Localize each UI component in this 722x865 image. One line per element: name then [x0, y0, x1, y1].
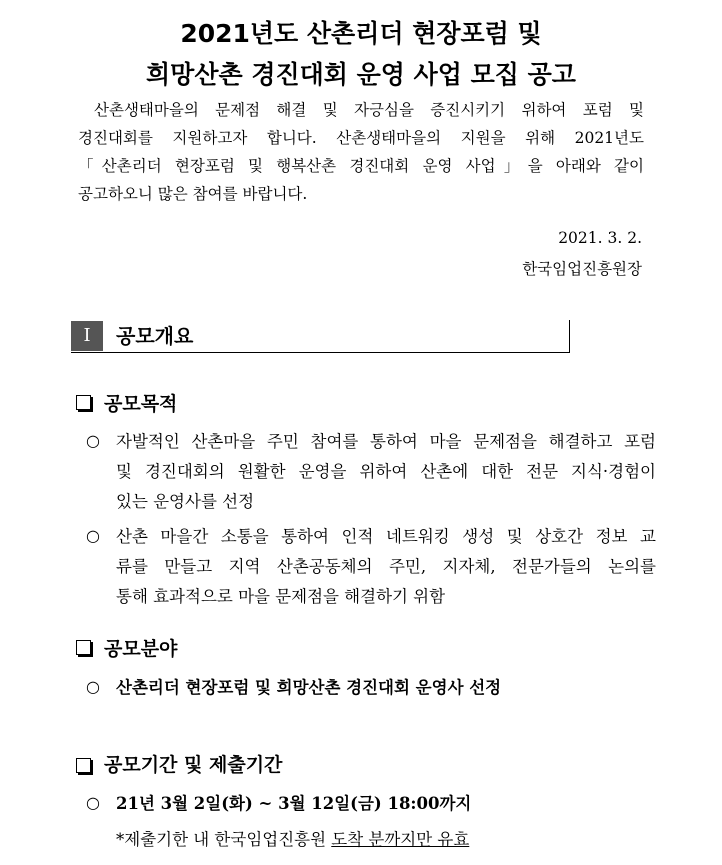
bullet-circle-icon: ○ [86, 793, 100, 812]
period-item: 21년 3월 2일(화) ~ 3월 12일(금) 18:00까지 [116, 794, 472, 813]
intro-line-2: 경진대회를 지원하고자 합니다. 산촌생태마을의 지원을 위해 2021년도 [78, 129, 644, 147]
intro-line-1: 산촌생태마을의 문제점 해결 및 자긍심을 증진시키기 위하여 포럼 및 [94, 101, 644, 119]
announcement-date: 2021. 3. 2. [558, 229, 642, 247]
bullet-circle-icon: ○ [86, 431, 100, 450]
checkbox-square-icon [76, 758, 91, 773]
document-title-line1: 2021년도 산촌리더 현장포럼 및 [180, 19, 542, 48]
bullet-circle-icon: ○ [86, 526, 100, 545]
submission-note [116, 826, 469, 850]
intro-line-3: 「산촌리더 현장포럼 및 행복산촌 경진대회 운영 사업」을 아래와 같이 [78, 157, 644, 175]
document-title-line2: 희망산촌 경진대회 운영 사업 모집 공고 [146, 60, 576, 89]
bullet-circle-icon: ○ [86, 677, 100, 696]
field-heading: 공모분야 [104, 638, 178, 660]
period-heading: 공모기간 및 제출기간 [104, 754, 283, 776]
section-title: 공모개요 [116, 324, 194, 348]
purpose-heading: 공모목적 [104, 393, 178, 415]
purpose-item1-line1: 자발적인 산촌마을 주민 참여를 통하여 마을 문제점을 해결하고 포럼 [116, 432, 656, 451]
submission-note-underlined: 도착 분까지만 유효 [331, 830, 470, 849]
checkbox-square-icon [76, 395, 91, 410]
section-number: Ⅰ [71, 321, 103, 351]
submission-note-prefix: *제출기한 내 한국임업진흥원 [116, 830, 332, 849]
purpose-item2-line3: 통해 효과적으로 마을 문제점을 해결하기 위함 [116, 587, 446, 606]
purpose-item1-line3: 있는 운영사를 선정 [116, 492, 255, 511]
purpose-item2-line2: 류를 만들고 지역 산촌공동체의 주민, 지자체, 전문가들의 논의를 [116, 557, 656, 576]
field-item: 산촌리더 현장포럼 및 희망산촌 경진대회 운영사 선정 [116, 678, 502, 697]
intro-line-4: 공고하오니 많은 참여를 바랍니다. [78, 185, 308, 203]
purpose-item1-line2: 및 경진대회의 원활한 운영을 위하여 산촌에 대한 전문 지식·경험이 [116, 462, 656, 481]
checkbox-square-icon [76, 640, 91, 655]
issuer-name: 한국임업진흥원장 [522, 260, 642, 278]
purpose-item2-line1: 산촌 마을간 소통을 통하여 인적 네트워킹 생성 및 상호간 정보 교 [116, 527, 656, 546]
